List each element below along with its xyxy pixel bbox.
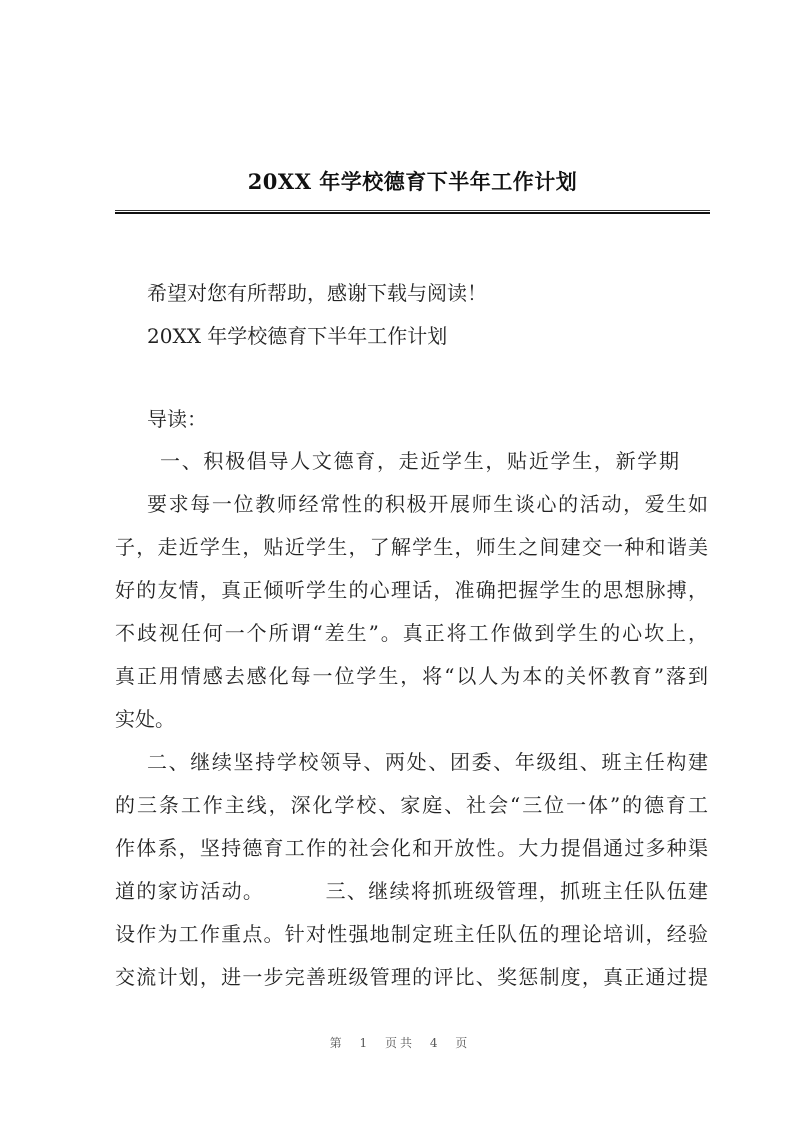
body-line: 道的家访活动。 三、继续将抓班级管理，抓班主任队伍建	[115, 879, 708, 903]
guide-label: 导读：	[147, 407, 207, 431]
intro-line: 希望对您有所帮助，感谢下载与阅读！	[147, 281, 487, 305]
page-footer	[0, 1034, 800, 1051]
body-line: 实处。	[115, 707, 175, 731]
body-line: 一、积极倡导人文德育，走近学生，贴近学生，新学期	[160, 449, 679, 473]
footer-middle: 页共	[384, 1036, 415, 1050]
body-line: 二、继续坚持学校领导、两处、团委、年级组、班主任构建	[147, 750, 708, 774]
title-divider	[115, 210, 710, 214]
body-line: 真正用情感去感化每一位学生，将“以人为本的关怀教育”落到	[115, 664, 708, 688]
body-line: 设作为工作重点。针对性强地制定班主任队伍的理论培训，经验	[115, 922, 708, 946]
document-title: 20XX 年学校德育下半年工作计划	[247, 169, 578, 194]
body-line: 要求每一位教师经常性的积极开展师生谈心的活动，爱生如	[147, 492, 708, 516]
body-line: 交流计划，进一步完善班级管理的评比、奖惩制度，真正通过提	[115, 965, 708, 989]
footer-page-number: 1	[359, 1036, 371, 1050]
body-line: 的三条工作主线，深化学校、家庭、社会“三位一体”的德育工	[115, 793, 708, 817]
body-line: 子，走近学生，贴近学生，了解学生，师生之间建交一种和谐美	[115, 535, 708, 559]
body-line: 作体系，坚持德育工作的社会化和开放性。大力提倡通过多种渠	[115, 836, 708, 860]
body-line: 不歧视任何一个所谓“差生”。真正将工作做到学生的心坎上，	[115, 621, 708, 645]
footer-page-total: 4	[429, 1036, 441, 1050]
body-line: 好的友情，真正倾听学生的心理话，准确把握学生的思想脉搏，	[115, 578, 708, 602]
subtitle-line: 20XX 年学校德育下半年工作计划	[147, 324, 448, 348]
footer-suffix: 页	[455, 1036, 471, 1050]
footer-prefix: 第	[329, 1036, 345, 1050]
